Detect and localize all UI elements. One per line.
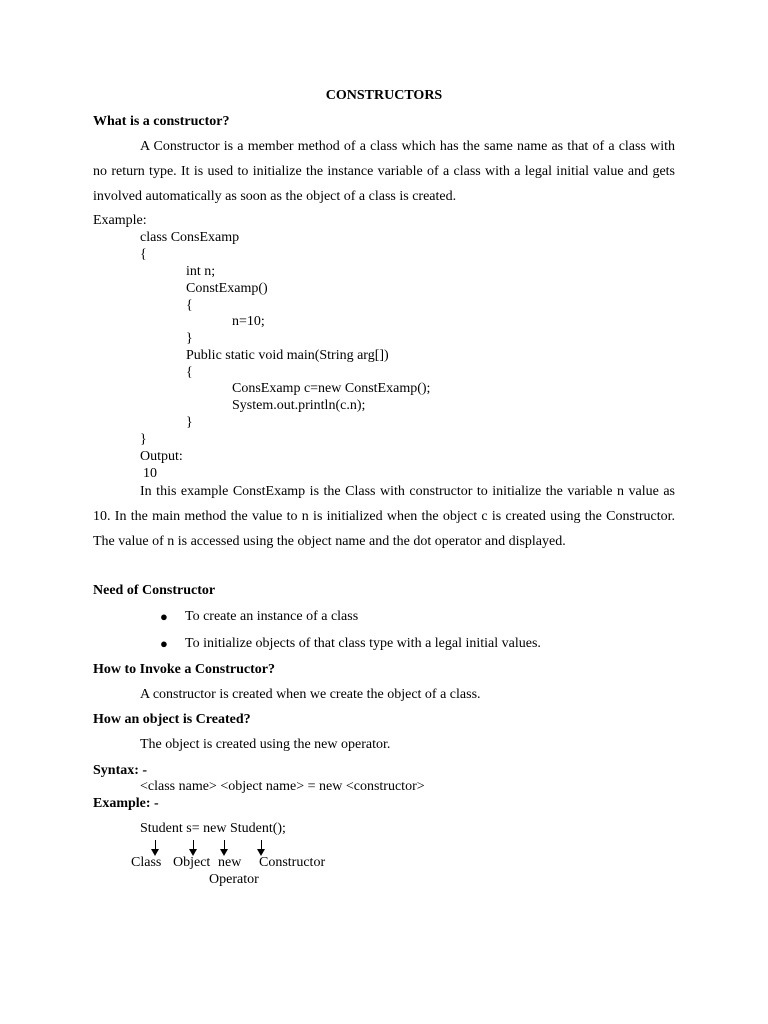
code-line: Public static void main(String arg[]) bbox=[186, 348, 389, 363]
example-label: Example: bbox=[93, 213, 147, 228]
page-title: CONSTRUCTORS bbox=[325, 88, 443, 103]
code-line: int n; bbox=[186, 264, 216, 279]
code-line: } bbox=[186, 415, 193, 430]
arrow-down-icon bbox=[151, 840, 161, 856]
diagram-label-class: Class bbox=[131, 855, 162, 870]
heading-what-is-constructor: What is a constructor? bbox=[93, 114, 230, 129]
definition-text: A Constructor is a member method of a class which has the same name as that of a class with no return type. It is used to initialize the instance variable of a class with a legal initial value and gets involved automatically as soon as the object of a class is created. bbox=[93, 139, 675, 204]
code-line: System.out.println(c.n); bbox=[232, 398, 366, 413]
bullet-icon: ● bbox=[160, 609, 168, 624]
code-line: class ConsExamp bbox=[140, 230, 240, 245]
diagram-label-object: Object bbox=[173, 855, 211, 870]
code-line: } bbox=[140, 432, 147, 447]
code-line: n=10; bbox=[232, 314, 265, 329]
heading-how-object-created: How an object is Created? bbox=[93, 712, 251, 727]
code-line: ConsExamp c=new ConstExamp(); bbox=[232, 381, 431, 396]
example2-label: Example: - bbox=[93, 796, 159, 811]
code-line: { bbox=[140, 247, 147, 262]
arrow-down-icon bbox=[189, 840, 199, 856]
diagram-label-constructor: Constructor bbox=[259, 855, 326, 870]
paragraph-explanation bbox=[93, 479, 675, 554]
example2-code: Student s= new Student(); bbox=[140, 821, 286, 836]
heading-how-to-invoke: How to Invoke a Constructor? bbox=[93, 662, 275, 677]
code-line: { bbox=[186, 365, 193, 380]
created-text: The object is created using the new operator. bbox=[140, 737, 391, 752]
arrow-down-icon bbox=[220, 840, 230, 856]
bullet-icon: ● bbox=[160, 636, 168, 651]
bullet-text: To create an instance of a class bbox=[185, 609, 359, 624]
code-line: { bbox=[186, 298, 193, 313]
diagram-label-operator: Operator bbox=[209, 872, 259, 887]
output-label: Output: bbox=[140, 449, 183, 464]
arrow-down-icon bbox=[257, 840, 267, 856]
syntax-label: Syntax: - bbox=[93, 763, 148, 778]
bullet-text: To initialize objects of that class type with a legal initial values. bbox=[185, 636, 541, 651]
code-line: } bbox=[186, 331, 193, 346]
diagram-label-new: new bbox=[218, 855, 242, 870]
output-value: 10 bbox=[143, 466, 157, 481]
heading-need-of-constructor: Need of Constructor bbox=[93, 583, 216, 598]
paragraph-definition bbox=[93, 134, 675, 209]
code-line: ConstExamp() bbox=[186, 281, 268, 296]
syntax-text: <class name> <object name> = new <constructor> bbox=[140, 779, 425, 794]
invoke-text: A constructor is created when we create the object of a class. bbox=[140, 687, 481, 702]
explanation-text: In this example ConstExamp is the Class with constructor to initialize the variable n value as 10. In the main method the value to n is initialized when the object c is created using the Constructor. The value of n is accessed using the object name and the dot operator and displayed. bbox=[93, 484, 675, 549]
